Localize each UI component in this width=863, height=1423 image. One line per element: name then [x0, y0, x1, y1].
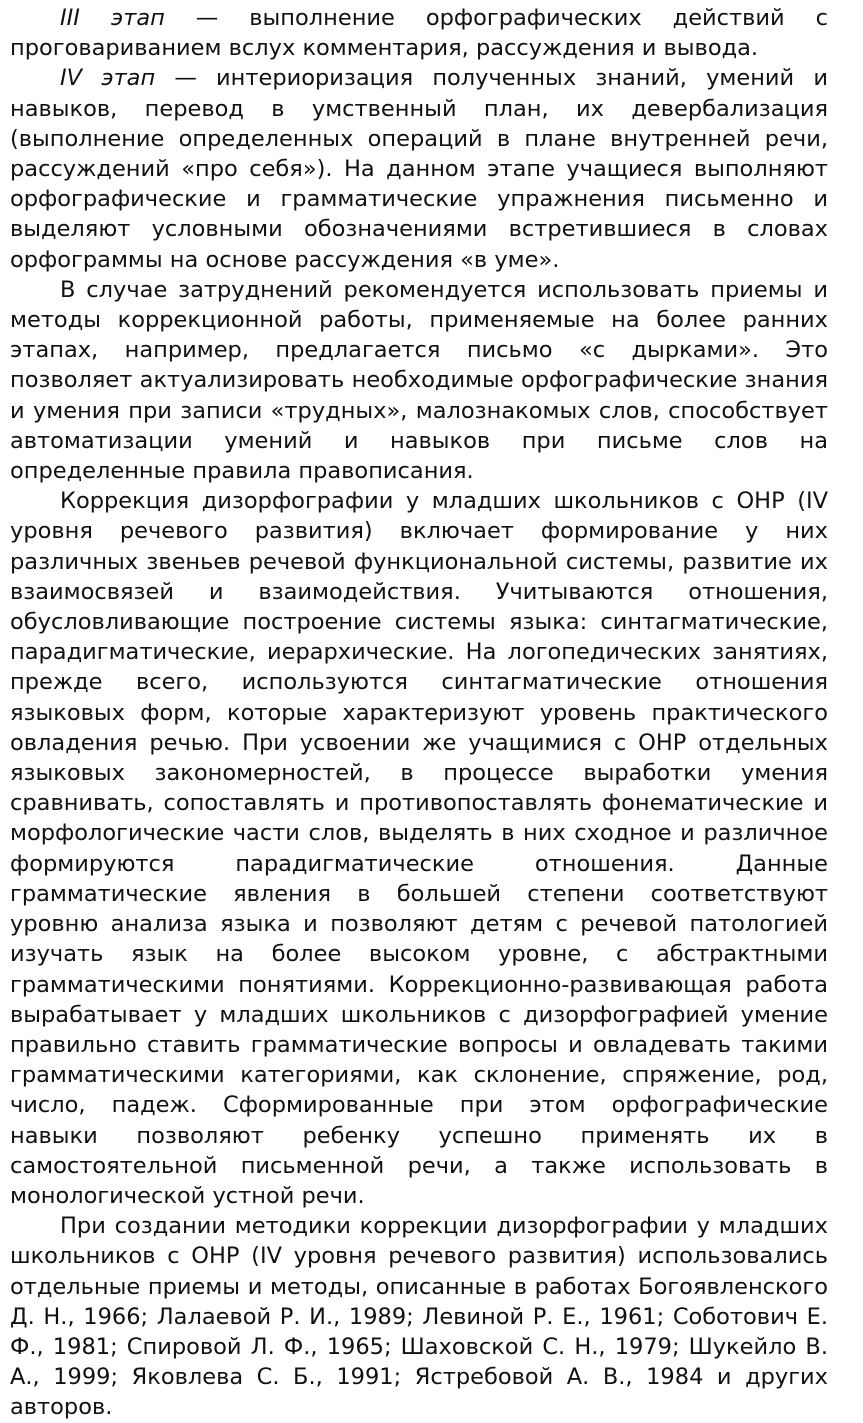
- stage-3-text: — выполнение орфографических действий с проговариванием вслух комментария, рассуждения и вывода.: [10, 5, 829, 62]
- paragraph-difficulties: В случае затруднений рекомендуется использовать приемы и методы коррекционной работы, применяемые на более ранних этапах, например, предлагается письмо «с дырками». Это позволяет актуализировать необходимые орфографические знания и умения при записи «трудных», малознакомых слов, способствует автоматизации умений и навыков при письме слов на определенные правила правописания.: [10, 276, 828, 485]
- paragraph-stage-3: [10, 3, 828, 63]
- stage-4-text: — интериоризация полученных знаний, умений и навыков, перевод в умственный план, их девербализация (выполнение определенных операций в плане внутренней речи, рассуждений «про себя»). На данном этапе учащиеся выполняют орфографические и грамматические упражнения письменно и выделяют условными обозначениями встретившиеся в словах орфограммы на основе рассуждения «в уме».: [10, 65, 828, 273]
- paragraph-correction: Коррекция дизорфографии у младших школьников с ОНР (IV уровня речевого развития) включает формирование у них различных звеньев речевой функциональной системы, развитие их взаимосвязей и взаимодействия. Учитываются отношения, обусловливающие построение системы языка: синтагматические, парадигматические, иерархические. На логопедических занятиях, прежде всего, используются синтагматические отношения языковых форм, которые характеризуют уровень практического овладения речью. При усвоении же учащимися с ОНР отдельных языковых закономерностей, в процессе выработки умения сравнивать, сопоставлять и противопоставлять фонематические и морфологические части слов, выделять в них сходное и различное формируются парадигматические отношения. Данные грамматические явления в большей степени соответствуют уровню анализа языка и позволяют детям с речевой патологией изучать язык на более высоком уровне, с абстрактными грамматическими понятиями. Коррекционно-развивающая работа вырабатывает у младших школьников с дизорфографией умение правильно ставить грамматические вопросы и овладевать такими грамматическими категориями, как склонение, спряжение, род, число, падеж. Сформированные при этом орфографические навыки позволяют ребенку успешно применять их в самостоятельной письменной речи, а также использовать в монологической устной речи.: [10, 488, 828, 1209]
- paragraph-methodology: При создании методики коррекции дизорфографии у младших школьников с ОНР (IV уровня речевого развития) использовались отдельные приемы и методы, описанные в работах Богоявленского Д. Н., 1966; Лалаевой Р. И., 1989; Левиной Р. Е., 1961; Соботович Е. Ф., 1981; Спировой Л. Ф., 1965; Шаховской С. Н., 1979; Шукейло В. А., 1999; Яковлева С. Б., 1991; Ястребовой А. В., 1984 и других авторов.: [10, 1213, 828, 1421]
- stage-3-label: III этап: [60, 5, 165, 31]
- paragraph-stage-4: [10, 63, 828, 274]
- stage-4-label: IV этап: [60, 65, 156, 92]
- document-page: [10, 3, 828, 1423]
